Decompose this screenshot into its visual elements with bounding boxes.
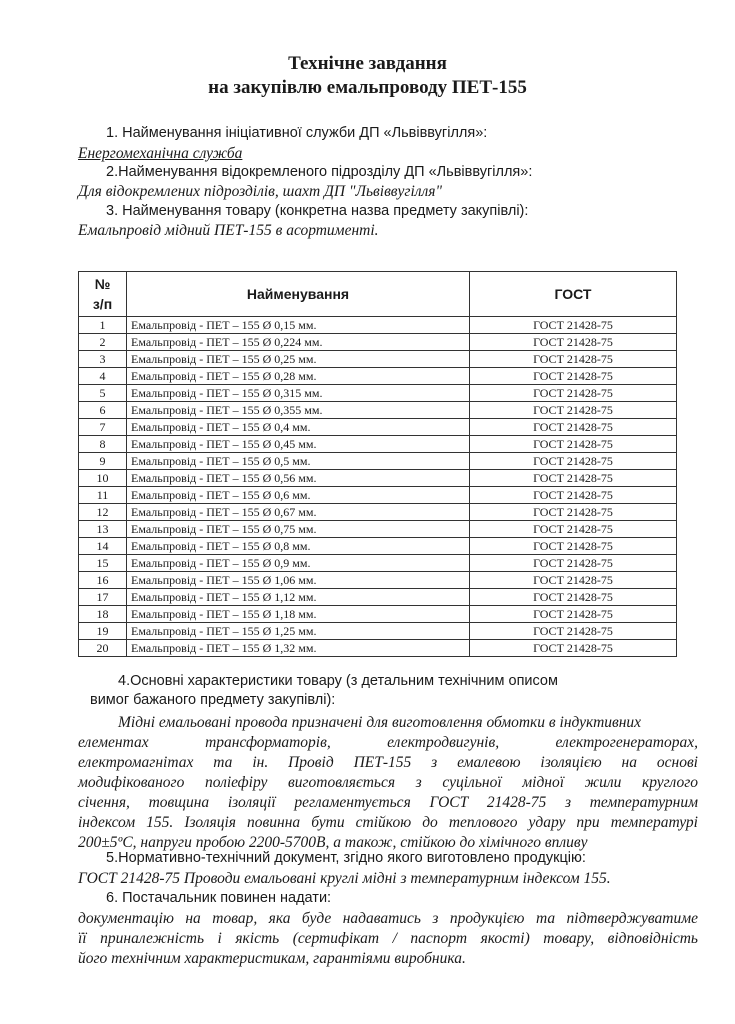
row-name: Емальпровід - ПЕТ – 155 Ø 0,355 мм. [127,402,470,419]
section1-value: Енергомеханічна служба [78,145,243,162]
row-gost: ГОСТ 21428-75 [470,351,677,368]
table-row [79,351,677,368]
row-number: 15 [79,555,127,572]
table-row [79,470,677,487]
row-number: 4 [79,368,127,385]
goods-table [78,271,677,657]
row-number: 19 [79,623,127,640]
row-gost: ГОСТ 21428-75 [470,334,677,351]
row-number: 14 [79,538,127,555]
section4-description [78,713,698,853]
section4-heading-line1: 4.Основні характеристики товару (з детальним технічним описом [118,673,558,689]
row-gost: ГОСТ 21428-75 [470,589,677,606]
row-number: 8 [79,436,127,453]
row-gost: ГОСТ 21428-75 [470,317,677,334]
section3-value: Емальпровід мідний ПЕТ-155 в асортименті. [78,222,379,239]
row-gost: ГОСТ 21428-75 [470,504,677,521]
row-name: Емальпровід - ПЕТ – 155 Ø 1,12 мм. [127,589,470,606]
row-gost: ГОСТ 21428-75 [470,623,677,640]
row-name: Емальпровід - ПЕТ – 155 Ø 1,06 мм. [127,572,470,589]
section2-heading: 2.Найменування відокремленого підрозділу ДП «Львіввугілля»: [106,164,533,180]
section1-heading: 1. Найменування ініціативної служби ДП «Львіввугілля»: [106,125,488,141]
row-number: 9 [79,453,127,470]
row-name: Емальпровід - ПЕТ – 155 Ø 0,315 мм. [127,385,470,402]
row-gost: ГОСТ 21428-75 [470,453,677,470]
section6-heading: 6. Постачальник повинен надати: [106,890,332,906]
row-name: Емальпровід - ПЕТ – 155 Ø 0,45 мм. [127,436,470,453]
row-gost: ГОСТ 21428-75 [470,555,677,572]
section6-description [78,909,698,969]
table-row [79,453,677,470]
row-name: Емальпровід - ПЕТ – 155 Ø 1,32 мм. [127,640,470,657]
row-gost: ГОСТ 21428-75 [470,419,677,436]
section5-value: ГОСТ 21428-75 Проводи емальовані круглі мідні з температурним індексом 155. [78,870,611,887]
col-header-name: Найменування [127,272,470,317]
row-gost: ГОСТ 21428-75 [470,368,677,385]
row-name: Емальпровід - ПЕТ – 155 Ø 0,75 мм. [127,521,470,538]
row-name: Емальпровід - ПЕТ – 155 Ø 1,25 мм. [127,623,470,640]
row-gost: ГОСТ 21428-75 [470,606,677,623]
document-title: Технічне завдання [288,53,447,74]
section3-heading: 3. Найменування товару (конкретна назва предмету закупівлі): [106,203,529,219]
row-name: Емальпровід - ПЕТ – 155 Ø 0,224 мм. [127,334,470,351]
document-subtitle: на закупівлю емальпроводу ПЕТ-155 [208,77,527,98]
row-name: Емальпровід - ПЕТ – 155 Ø 0,28 мм. [127,368,470,385]
desc-line: січення, товщина ізоляції регламентується ГОСТ 21428-75 з температурним [78,794,698,811]
row-number: 1 [79,317,127,334]
row-name: Емальпровід - ПЕТ – 155 Ø 0,15 мм. [127,317,470,334]
table-row [79,606,677,623]
table-row [79,504,677,521]
row-name: Емальпровід - ПЕТ – 155 Ø 0,4 мм. [127,419,470,436]
row-gost: ГОСТ 21428-75 [470,470,677,487]
table-row [79,521,677,538]
row-number: 10 [79,470,127,487]
desc-line: індексом 155. Ізоляція повинна бути стійкою до теплового удару при температурі [78,814,698,831]
row-name: Емальпровід - ПЕТ – 155 Ø 0,6 мм. [127,487,470,504]
row-gost: ГОСТ 21428-75 [470,521,677,538]
table-row [79,368,677,385]
table-row [79,572,677,589]
desc-line: елементах трансформаторів, електродвигунів, електрогенераторах, [78,734,698,751]
table-row [79,640,677,657]
row-gost: ГОСТ 21428-75 [470,572,677,589]
row-gost: ГОСТ 21428-75 [470,640,677,657]
row-number: 2 [79,334,127,351]
row-name: Емальпровід - ПЕТ – 155 Ø 0,56 мм. [127,470,470,487]
section2-value: Для відокремлених підрозділів, шахт ДП "Львіввугілля" [78,183,443,200]
row-number: 18 [79,606,127,623]
table-row [79,317,677,334]
row-gost: ГОСТ 21428-75 [470,436,677,453]
table-header-row [79,272,677,317]
row-name: Емальпровід - ПЕТ – 155 Ø 0,8 мм. [127,538,470,555]
row-number: 12 [79,504,127,521]
col-number-line2: з/п [92,296,113,312]
table-row [79,419,677,436]
supplier-line: документацію на товар, яка буде надаватись з продукцією та підтверджуватиме [78,910,698,927]
table-row [79,589,677,606]
row-number: 17 [79,589,127,606]
row-number: 11 [79,487,127,504]
col-header-number [79,272,127,317]
section4-heading-line2: вимог бажаного предмету закупівлі): [90,692,336,708]
supplier-line: його технічним характеристикам, гарантіями виробника. [78,950,466,967]
table-row [79,402,677,419]
row-number: 6 [79,402,127,419]
row-gost: ГОСТ 21428-75 [470,487,677,504]
section5-heading: 5.Нормативно-технічний документ, згідно якого виготовлено продукцію: [106,850,586,866]
row-name: Емальпровід - ПЕТ – 155 Ø 0,5 мм. [127,453,470,470]
row-gost: ГОСТ 21428-75 [470,385,677,402]
table-row [79,334,677,351]
row-number: 20 [79,640,127,657]
row-gost: ГОСТ 21428-75 [470,538,677,555]
row-number: 13 [79,521,127,538]
table-row [79,436,677,453]
row-number: 16 [79,572,127,589]
col-header-gost: ГОСТ [470,272,677,317]
row-name: Емальпровід - ПЕТ – 155 Ø 1,18 мм. [127,606,470,623]
table-row [79,487,677,504]
col-number-line1: № [94,276,111,292]
row-name: Емальпровід - ПЕТ – 155 Ø 0,67 мм. [127,504,470,521]
table-row [79,555,677,572]
desc-line: модифікованого поліефіру виготовляється з суцільної мідної жили круглого [78,774,698,791]
supplier-line: її приналежність і якість (сертифікат / паспорт якості) товару, відповідність [78,930,698,947]
desc-line: Мідні емальовані провода призначені для виготовлення обмотки в індуктивних [118,714,642,731]
row-number: 5 [79,385,127,402]
row-number: 3 [79,351,127,368]
table-row [79,385,677,402]
table-row [79,538,677,555]
desc-line: електромагнітах та ін. Провід ПЕТ-155 з емалевою ізоляцією на основі [78,754,698,771]
row-name: Емальпровід - ПЕТ – 155 Ø 0,25 мм. [127,351,470,368]
table-row [79,623,677,640]
desc-line: 200±5ºС, напруги пробою 2200-5700В, а також, стійкою до хімічного впливу [78,834,588,851]
row-gost: ГОСТ 21428-75 [470,402,677,419]
row-name: Емальпровід - ПЕТ – 155 Ø 0,9 мм. [127,555,470,572]
row-number: 7 [79,419,127,436]
